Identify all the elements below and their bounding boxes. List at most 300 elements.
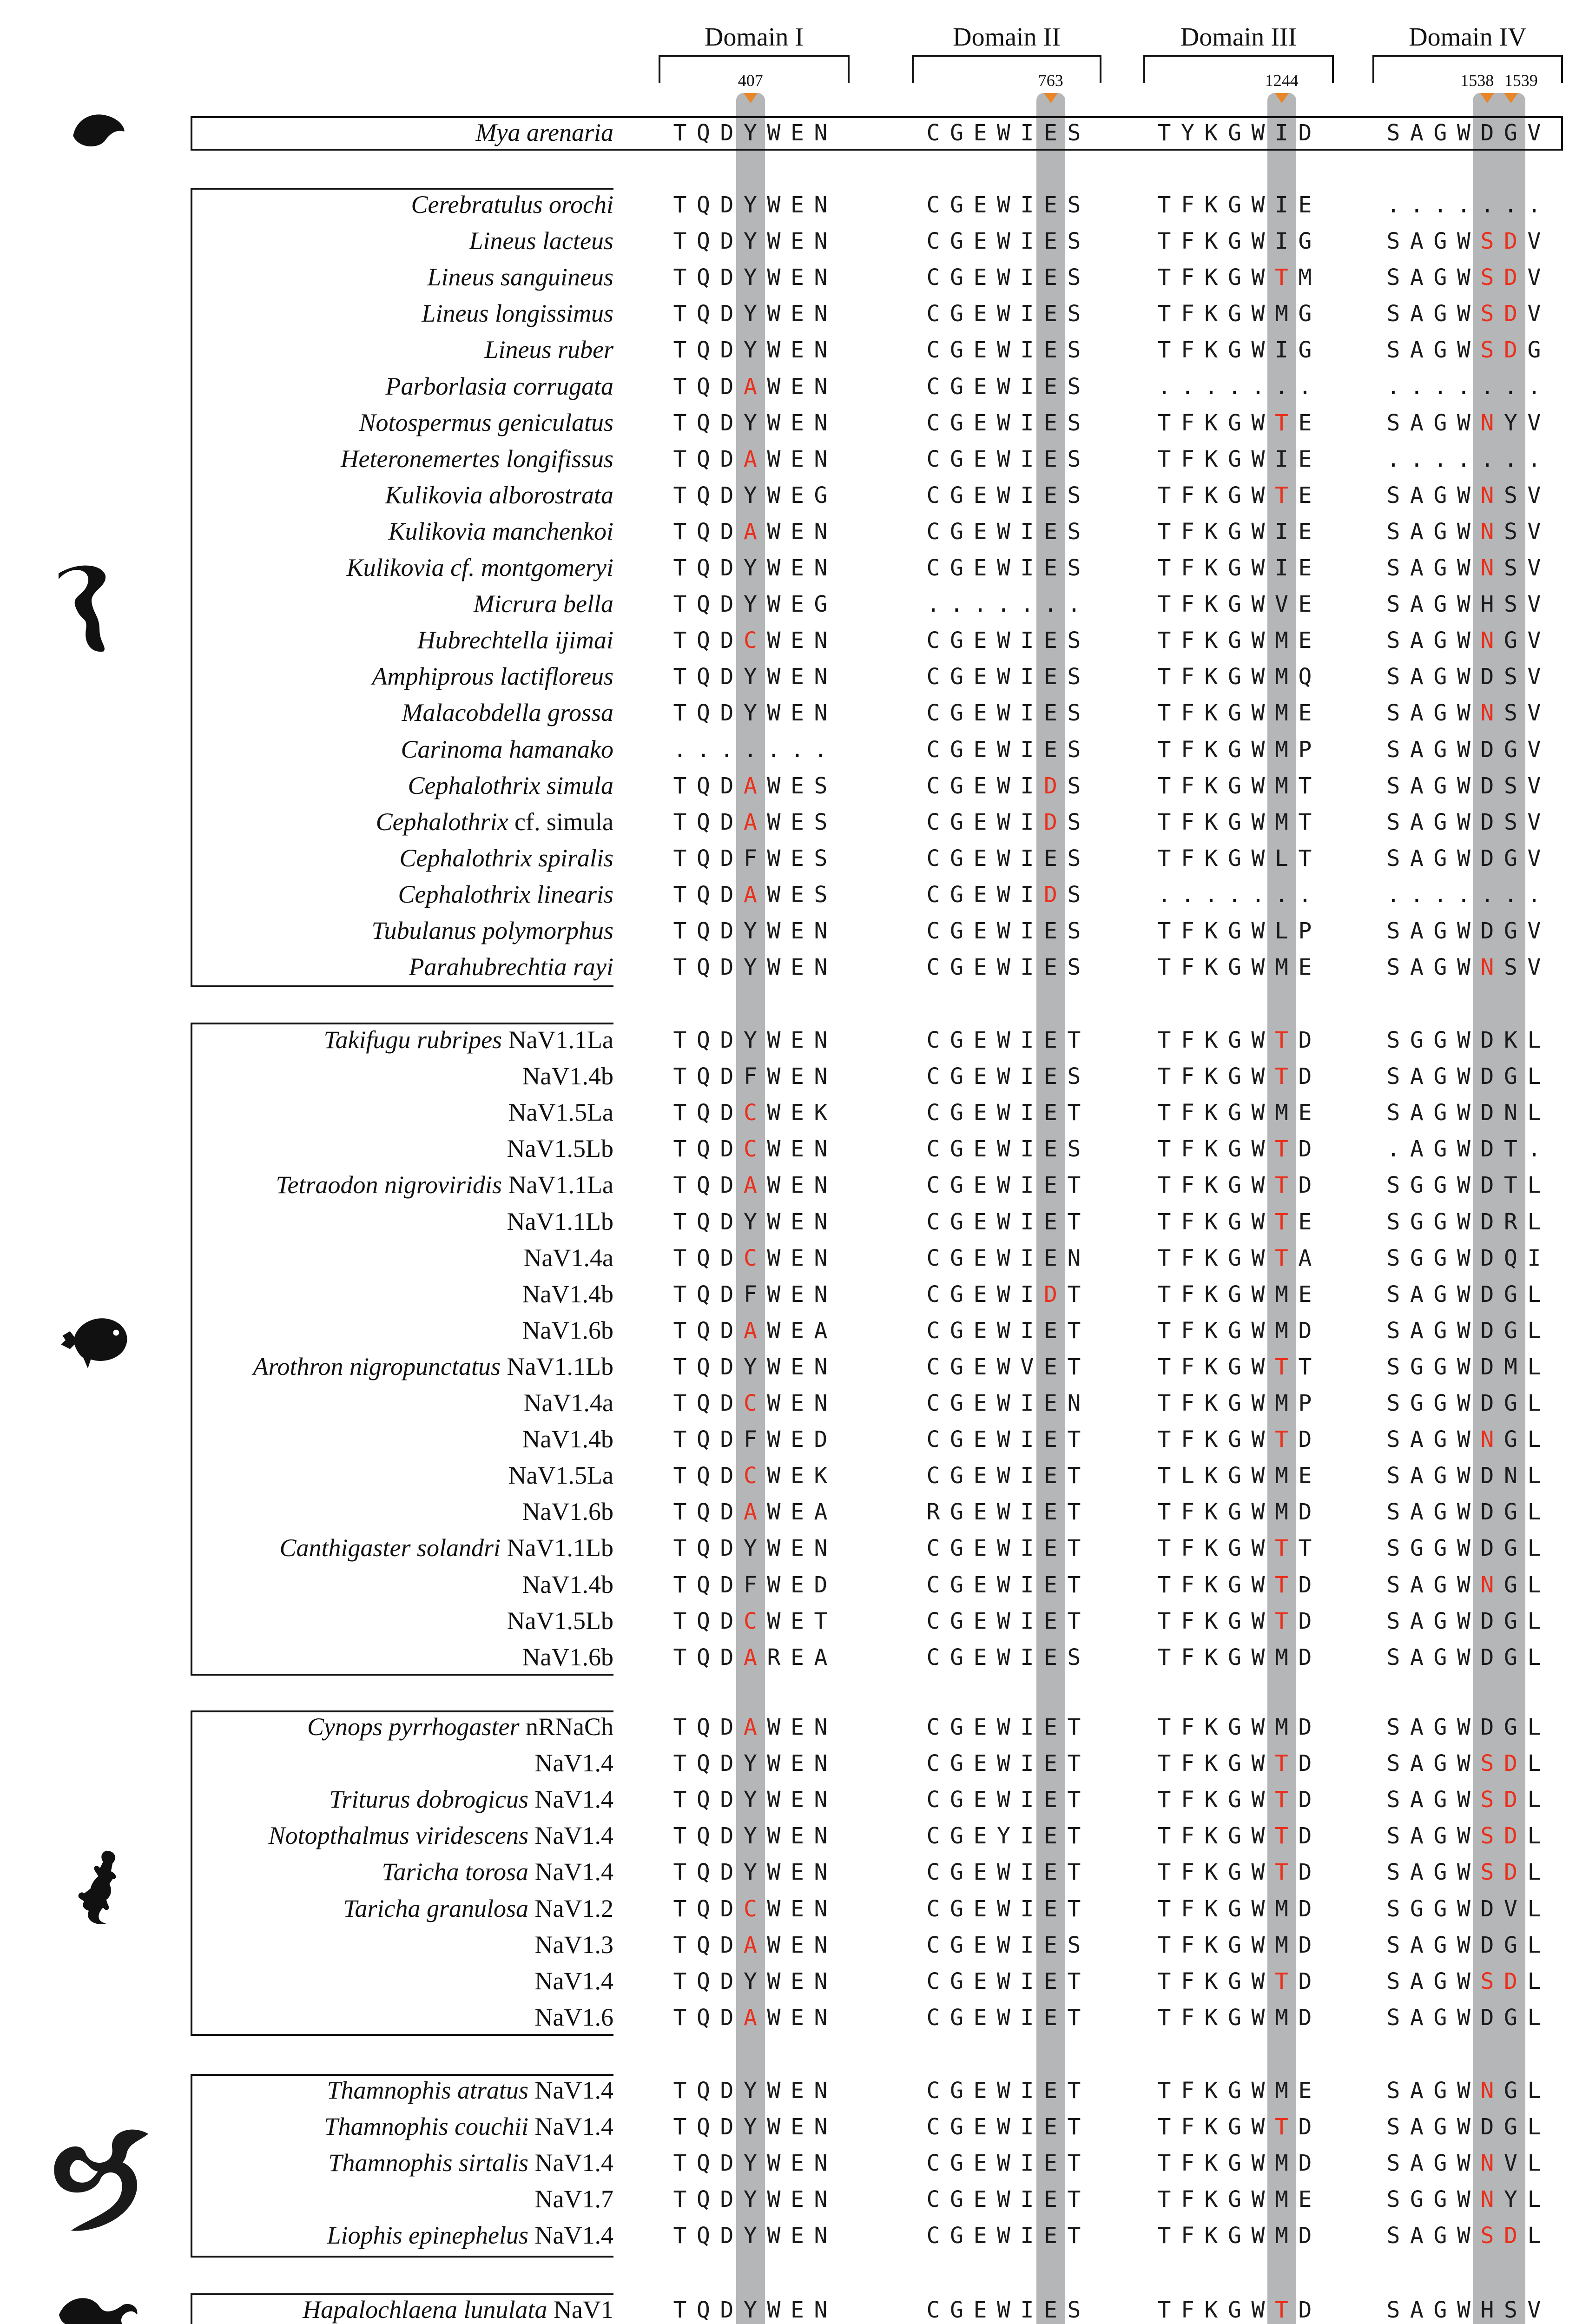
residue: E	[791, 482, 804, 508]
residue: N	[814, 446, 828, 472]
residue: Y	[744, 591, 757, 618]
residue: T	[1067, 1968, 1081, 1994]
residue: Y	[744, 2186, 757, 2213]
channel-name: NaV1.3	[534, 1930, 613, 1959]
residue: I	[1020, 1317, 1034, 1344]
residue: E	[973, 2114, 987, 2140]
domain-sequence	[922, 2116, 1086, 2142]
residue: S	[1386, 591, 1400, 618]
residue: S	[1386, 1063, 1400, 1090]
residue: F	[1181, 1714, 1194, 1740]
domain-sequence	[1382, 122, 1546, 148]
residue: W	[1251, 1136, 1265, 1162]
residue: I	[1020, 409, 1034, 436]
sequence-name	[191, 446, 613, 471]
residue: .	[950, 591, 963, 618]
residue: W	[1251, 1172, 1265, 1199]
residue: L	[1527, 1750, 1541, 1777]
residue: E	[1044, 1245, 1057, 1271]
residue: E	[791, 2186, 804, 2213]
residue: G	[1433, 120, 1447, 146]
residue: K	[1204, 1859, 1218, 1886]
residue: G	[1228, 2114, 1241, 2140]
residue: T	[1157, 1353, 1171, 1380]
domain-sequence	[668, 1208, 833, 1237]
residue: W	[1457, 301, 1470, 327]
residue: W	[1251, 1571, 1265, 1598]
residue: Q	[697, 1499, 710, 1525]
residue: N	[814, 700, 828, 726]
residue: T	[673, 1968, 687, 1994]
residue: N	[1504, 1463, 1517, 1489]
residue: W	[1457, 664, 1470, 690]
residue: A	[1410, 1571, 1424, 1598]
residue: I	[1020, 1208, 1034, 1235]
residue: S	[1386, 301, 1400, 327]
residue: T	[673, 409, 687, 436]
domain-sequence	[668, 772, 833, 801]
residue: A	[1410, 2150, 1424, 2177]
domain-sequence	[1382, 2188, 1546, 2214]
domain-sequence	[1382, 1428, 1546, 1454]
residue: W	[997, 664, 1010, 690]
residue: K	[1204, 518, 1218, 545]
residue: R	[926, 1499, 940, 1525]
residue: E	[1044, 1968, 1057, 1994]
domain-sequence	[922, 122, 1086, 148]
residue: Q	[697, 700, 710, 726]
residue: Q	[697, 664, 710, 690]
residue: .	[1275, 373, 1288, 400]
residue: N	[814, 555, 828, 581]
residue: G	[1228, 1208, 1241, 1235]
residue: T	[1275, 1750, 1288, 1777]
residue: D	[720, 1063, 734, 1090]
residue: M	[1275, 1100, 1288, 1126]
residue: M	[1275, 1281, 1288, 1307]
residue: G	[1228, 1499, 1241, 1525]
residue: W	[997, 1208, 1010, 1235]
residue: G	[1504, 120, 1517, 146]
residue: K	[1504, 1027, 1517, 1053]
residue: W	[997, 627, 1010, 654]
species-name: Parahubrechtia rayi	[409, 953, 613, 981]
residue: I	[1020, 809, 1034, 835]
residue: T	[1157, 664, 1171, 690]
residue: G	[950, 1608, 963, 1634]
residue: W	[997, 1608, 1010, 1634]
domain-sequence	[922, 1646, 1086, 1672]
residue: I	[1020, 772, 1034, 799]
residue: D	[1480, 1136, 1494, 1162]
domain-sequence	[922, 1970, 1086, 1996]
residue: E	[1044, 228, 1057, 255]
residue: E	[973, 1245, 987, 1271]
residue: W	[1251, 700, 1265, 726]
domain-sequence	[1382, 1789, 1546, 1815]
domain-sequence	[1382, 736, 1546, 765]
residue: E	[1298, 2186, 1312, 2213]
domain-sequence	[1153, 1247, 1317, 1273]
residue: E	[973, 446, 987, 472]
residue: G	[1504, 1499, 1517, 1525]
residue: G	[950, 1100, 963, 1126]
residue: E	[973, 2186, 987, 2213]
domain-sequence	[922, 1752, 1086, 1778]
residue: W	[1457, 700, 1470, 726]
residue: E	[791, 409, 804, 436]
domain-sequence	[1382, 629, 1546, 655]
residue: W	[997, 1535, 1010, 1562]
residue: K	[1204, 192, 1218, 218]
residue: T	[673, 2297, 687, 2323]
residue: K	[1204, 446, 1218, 472]
residue: D	[1298, 2223, 1312, 2249]
residue: E	[1298, 409, 1312, 436]
residue: G	[1228, 1787, 1241, 1813]
residue: W	[1251, 1608, 1265, 1634]
residue: W	[767, 2078, 781, 2104]
residue: G	[1228, 1571, 1241, 1598]
residue: W	[1251, 1208, 1265, 1235]
residue: G	[1433, 264, 1447, 291]
residue: T	[1275, 1426, 1288, 1453]
residue: W	[1457, 1027, 1470, 1053]
residue: T	[1067, 1426, 1081, 1453]
residue: D	[720, 1172, 734, 1199]
residue: N	[814, 409, 828, 436]
residue: E	[791, 1353, 804, 1380]
residue: E	[791, 881, 804, 908]
residue: E	[1044, 2150, 1057, 2177]
residue: Y	[744, 482, 757, 508]
residue: W	[1457, 1859, 1470, 1886]
residue: W	[997, 845, 1010, 872]
residue: G	[1433, 918, 1447, 944]
residue: W	[767, 555, 781, 581]
residue: E	[973, 700, 987, 726]
residue: F	[1181, 627, 1194, 654]
residue: I	[1020, 1172, 1034, 1199]
residue: W	[997, 2078, 1010, 2104]
residue: W	[1251, 809, 1265, 835]
residue: G	[1410, 2186, 1424, 2213]
residue: G	[1433, 809, 1447, 835]
residue: W	[997, 264, 1010, 291]
residue: S	[1386, 2150, 1400, 2177]
residue: E	[973, 482, 987, 508]
residue: D	[720, 337, 734, 363]
domain-sequence	[1382, 1537, 1546, 1563]
residue: S	[1386, 1787, 1400, 1813]
residue: W	[767, 482, 781, 508]
residue: G	[1433, 2223, 1447, 2249]
residue: S	[1386, 1823, 1400, 1849]
residue: G	[950, 120, 963, 146]
residue: T	[1157, 1281, 1171, 1307]
residue: Q	[697, 1100, 710, 1126]
domain-sequence	[1382, 1247, 1546, 1273]
residue: T	[1275, 1172, 1288, 1199]
residue: I	[1020, 1932, 1034, 1958]
residue: I	[1275, 228, 1288, 255]
species-name: Liophis epinephelus	[327, 2221, 529, 2250]
residue: E	[1044, 2004, 1057, 2031]
residue: S	[1067, 1644, 1081, 1670]
domain-sequence	[668, 881, 833, 910]
residue: G	[1433, 2150, 1447, 2177]
residue: D	[1504, 1823, 1517, 1849]
residue: I	[1020, 2150, 1034, 2177]
channel-name: NaV1.4b	[522, 1062, 613, 1090]
residue: T	[673, 1932, 687, 1958]
residue: .	[1067, 591, 1081, 618]
residue: C	[926, 192, 940, 218]
residue: W	[1457, 954, 1470, 981]
residue: I	[1275, 192, 1288, 218]
residue: Q	[697, 1644, 710, 1670]
domain-sequence	[1153, 2116, 1317, 2142]
residue: C	[926, 1644, 940, 1670]
residue: W	[1251, 1823, 1265, 1849]
residue: E	[1044, 736, 1057, 763]
species-name: Cephalothrix linearis	[398, 880, 613, 908]
residue: S	[1067, 881, 1081, 908]
residue: I	[1020, 1859, 1034, 1886]
residue: D	[720, 1750, 734, 1777]
residue: C	[926, 373, 940, 400]
residue: E	[1044, 1823, 1057, 1849]
residue: G	[1228, 337, 1241, 363]
species-qualifier: cf. simula	[514, 807, 613, 836]
residue: I	[1020, 2297, 1034, 2323]
channel-name: NaV1.5Lb	[507, 1606, 613, 1635]
domain-sequence	[668, 484, 833, 510]
residue: Q	[697, 120, 710, 146]
residue: A	[744, 1317, 757, 1344]
residue: E	[1044, 1463, 1057, 1489]
sequence-name	[191, 845, 613, 871]
residue: N	[1480, 627, 1494, 654]
residue: W	[1251, 1100, 1265, 1126]
residue: D	[1480, 845, 1494, 872]
residue: D	[1298, 120, 1312, 146]
residue: K	[1204, 1714, 1218, 1740]
residue: T	[1157, 1571, 1171, 1598]
sequence-name	[191, 264, 613, 290]
residue: W	[1251, 2004, 1265, 2031]
residue: E	[1298, 2078, 1312, 2104]
residue: T	[673, 1245, 687, 1271]
residue: T	[1275, 1571, 1288, 1598]
residue: I	[1020, 1426, 1034, 1453]
residue: Y	[744, 2223, 757, 2249]
residue: M	[1275, 1644, 1288, 1670]
residue: Q	[697, 2004, 710, 2031]
sequence-name	[191, 2297, 613, 2322]
domain-sequence	[668, 1825, 833, 1851]
residue: E	[791, 1245, 804, 1271]
residue: W	[997, 1100, 1010, 1126]
residue: A	[1410, 1968, 1424, 1994]
residue: A	[744, 881, 757, 908]
domain-sequence	[1382, 881, 1546, 910]
residue: G	[1228, 845, 1241, 872]
clam-icon	[58, 101, 139, 157]
residue: K	[1204, 264, 1218, 291]
residue: T	[673, 772, 687, 799]
residue: W	[997, 2223, 1010, 2249]
residue: S	[1386, 736, 1400, 763]
residue: W	[767, 1390, 781, 1416]
residue: Q	[697, 1932, 710, 1958]
residue: W	[1457, 2078, 1470, 2104]
species-name: Kulikovia alborostrata	[385, 481, 613, 509]
residue: A	[1410, 2223, 1424, 2249]
residue: E	[791, 700, 804, 726]
residue: S	[1067, 809, 1081, 835]
sequence-name	[191, 482, 613, 508]
domain-sequence	[668, 593, 833, 619]
residue: T	[1067, 1281, 1081, 1307]
species-name: Thamnophis atratus	[327, 2076, 529, 2104]
sequence-name	[191, 1318, 613, 1343]
residue: T	[673, 1317, 687, 1344]
residue: W	[997, 409, 1010, 436]
residue: K	[1204, 627, 1218, 654]
residue: T	[673, 1571, 687, 1598]
residue: D	[720, 1859, 734, 1886]
residue: L	[1527, 1499, 1541, 1525]
residue: T	[1298, 772, 1312, 799]
residue: A	[1410, 954, 1424, 981]
residue: L	[1527, 1932, 1541, 1958]
residue: Q	[697, 373, 710, 400]
residue: I	[1020, 1608, 1034, 1634]
domain-sequence	[1153, 266, 1317, 292]
residue: T	[673, 809, 687, 835]
domain-sequence	[1382, 1610, 1546, 1636]
residue: E	[973, 772, 987, 799]
residue: S	[1386, 2297, 1400, 2323]
domain-sequence	[1153, 1065, 1317, 1091]
residue: D	[1044, 772, 1057, 799]
channel-name: NaV1.6b	[522, 1498, 613, 1526]
residue: Y	[744, 264, 757, 291]
residue: C	[744, 1245, 757, 1271]
residue: W	[767, 1787, 781, 1813]
residue: G	[1504, 918, 1517, 944]
residue: D	[1298, 1714, 1312, 1740]
residue: T	[1067, 1714, 1081, 1740]
sequence-name	[191, 1100, 613, 1125]
residue: T	[1157, 845, 1171, 872]
residue: D	[1504, 337, 1517, 363]
domain-sequence	[668, 1102, 833, 1128]
residue: D	[720, 192, 734, 218]
residue: E	[973, 1895, 987, 1922]
residue: S	[1067, 772, 1081, 799]
residue: .	[1181, 373, 1194, 400]
residue: A	[744, 373, 757, 400]
residue: S	[1386, 1245, 1400, 1271]
residue: S	[1067, 627, 1081, 654]
residue: W	[1457, 2114, 1470, 2140]
residue: Q	[697, 228, 710, 255]
residue: T	[1157, 1245, 1171, 1271]
residue: W	[767, 1932, 781, 1958]
residue: L	[1275, 918, 1288, 944]
residue: A	[1410, 301, 1424, 327]
residue: D	[720, 809, 734, 835]
residue: T	[1067, 1499, 1081, 1525]
residue: E	[973, 228, 987, 255]
residue: T	[1157, 1172, 1171, 1199]
residue: Y	[1504, 409, 1517, 436]
residue: D	[720, 555, 734, 581]
residue: W	[1457, 1932, 1470, 1958]
residue: S	[1067, 736, 1081, 763]
domain-sequence	[922, 1029, 1086, 1055]
residue: L	[1527, 1823, 1541, 1849]
residue: .	[1204, 373, 1218, 400]
residue: G	[1433, 772, 1447, 799]
residue: S	[1386, 1714, 1400, 1740]
residue: C	[926, 1390, 940, 1416]
sequence-name	[191, 2005, 613, 2030]
domain-sequence	[1153, 2080, 1317, 2106]
residue: W	[997, 1750, 1010, 1777]
species-name: Malacobdella grossa	[402, 699, 613, 727]
residue: C	[926, 2114, 940, 2140]
domain-sequence	[922, 666, 1086, 692]
residue: .	[1457, 192, 1470, 218]
residue: I	[1020, 627, 1034, 654]
residue: W	[767, 1608, 781, 1634]
residue: Y	[744, 409, 757, 436]
residue: W	[1251, 192, 1265, 218]
residue: V	[1275, 591, 1288, 618]
residue: M	[1275, 809, 1288, 835]
residue: .	[1480, 881, 1494, 908]
residue: E	[1044, 1353, 1057, 1380]
residue: C	[926, 627, 940, 654]
residue: .	[1480, 192, 1494, 218]
species-name: Hapalochlaena lunulata	[303, 2296, 547, 2324]
residue: D	[1480, 1644, 1494, 1670]
residue: T	[1298, 1353, 1312, 1380]
residue: W	[997, 482, 1010, 508]
residue: T	[1157, 1823, 1171, 1849]
domain-sequence	[668, 122, 833, 148]
domain-sequence	[668, 230, 833, 256]
domain-sequence	[1382, 1102, 1546, 1128]
residue: D	[1298, 1750, 1312, 1777]
residue: G	[1504, 1571, 1517, 1598]
domain-sequence	[1382, 1317, 1546, 1346]
residue: G	[1504, 736, 1517, 763]
residue: W	[767, 1281, 781, 1307]
residue: K	[1204, 1823, 1218, 1849]
domain-sequence	[922, 557, 1086, 583]
residue: M	[1504, 1353, 1517, 1380]
residue: E	[791, 1608, 804, 1634]
species-name: Thamnophis sirtalis	[328, 2149, 529, 2177]
residue: E	[791, 555, 804, 581]
domain-sequence	[668, 1138, 833, 1164]
residue: S	[1386, 1932, 1400, 1958]
residue: G	[1433, 591, 1447, 618]
